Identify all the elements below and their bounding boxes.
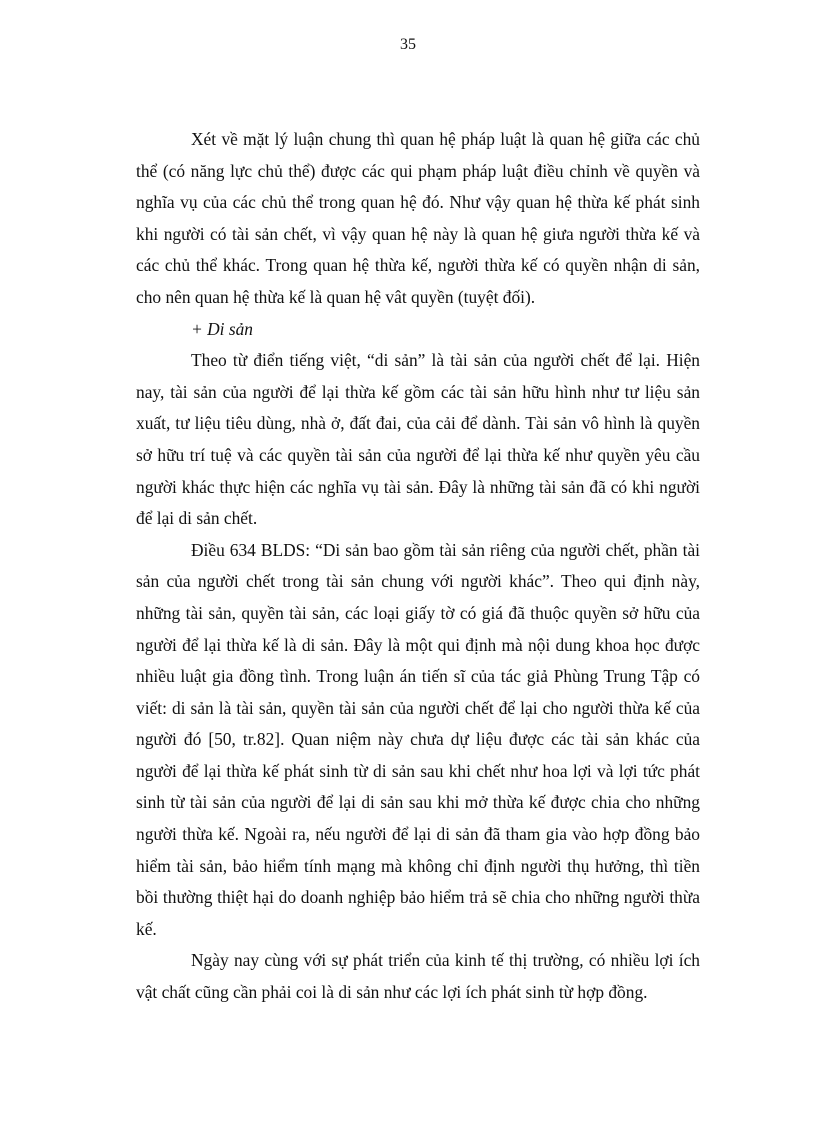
section-heading-di-san: + Di sản: [191, 318, 253, 339]
document-body: [136, 124, 700, 1009]
page-number: 35: [400, 36, 416, 53]
paragraph-market-economy: Ngày nay cùng với sự phát triển của kinh tế thị trường, có nhiều lợi ích vật chất cũng cần phải coi là di sản như các lợi ích phát sinh từ hợp đồng.: [136, 950, 700, 1003]
paragraph-article-634: Điều 634 BLDS: “Di sản bao gồm tài sản riêng của người chết, phần tài sản của người chết trong tài sản chung với người khác”. Theo qui định này, những tài sản, quyền tài sản, các loại giấy tờ có giá đã thuộc quyền sở hữu của người để lại thừa kế là di sản. Đây là một qui định mà nội dung khoa học được nhiều luật gia đồng tình. Trong luận án tiến sĩ của tác giả Phùng Trung Tập có viết: di sản là tài sản, quyền tài sản của người chết để lại cho người thừa kế của người đó [50, tr.82]. Quan niệm này chưa dự liệu được các tài sản khác của người để lại thừa kế phát sinh từ di sản sau khi chết như hoa lợi và lợi tức phát sinh từ tài sản của người để lại di sản sau khi mở thừa kế được chia cho những người thừa kế. Ngoài ra, nếu người để lại di sản đã tham gia vào hợp đồng bảo hiểm tài sản, bảo hiểm tính mạng mà không chỉ định người thụ hưởng, thì tiền bồi thường thiệt hại do doanh nghiệp bảo hiểm trả sẽ chia cho những người thừa kế.: [136, 539, 700, 939]
paragraph-legal-relationship: Xét về mặt lý luận chung thì quan hệ pháp luật là quan hệ giữa các chủ thể (có năng lực chủ thể) được các qui phạm pháp luật điều chỉnh về quyền và nghĩa vụ của các chủ thể trong quan hệ đó. Như vậy quan hệ thừa kế phát sinh khi người có tài sản chết, vì vậy quan hệ này là quan hệ giưa người thừa kế và các chủ thể khác. Trong quan hệ thừa kế, người thừa kế có quyền nhận di sản, cho nên quan hệ thừa kế là quan hệ vât quyền (tuyệt đối).: [136, 129, 700, 307]
paragraph-definition: Theo từ điển tiếng việt, “di sản” là tài sản của người chết để lại. Hiện nay, tài sản của người để lại thừa kế gồm các tài sản hữu hình như tư liệu sản xuất, tư liệu tiêu dùng, nhà ở, đất đai, của cải để dành. Tài sản vô hình là quyền sở hữu trí tuệ và các quyền tài sản của người để lại thừa kế như quyền yêu cầu người khác thực hiện các nghĩa vụ tài sản. Đây là những tài sản đã có khi người để lại di sản chết.: [136, 350, 700, 529]
